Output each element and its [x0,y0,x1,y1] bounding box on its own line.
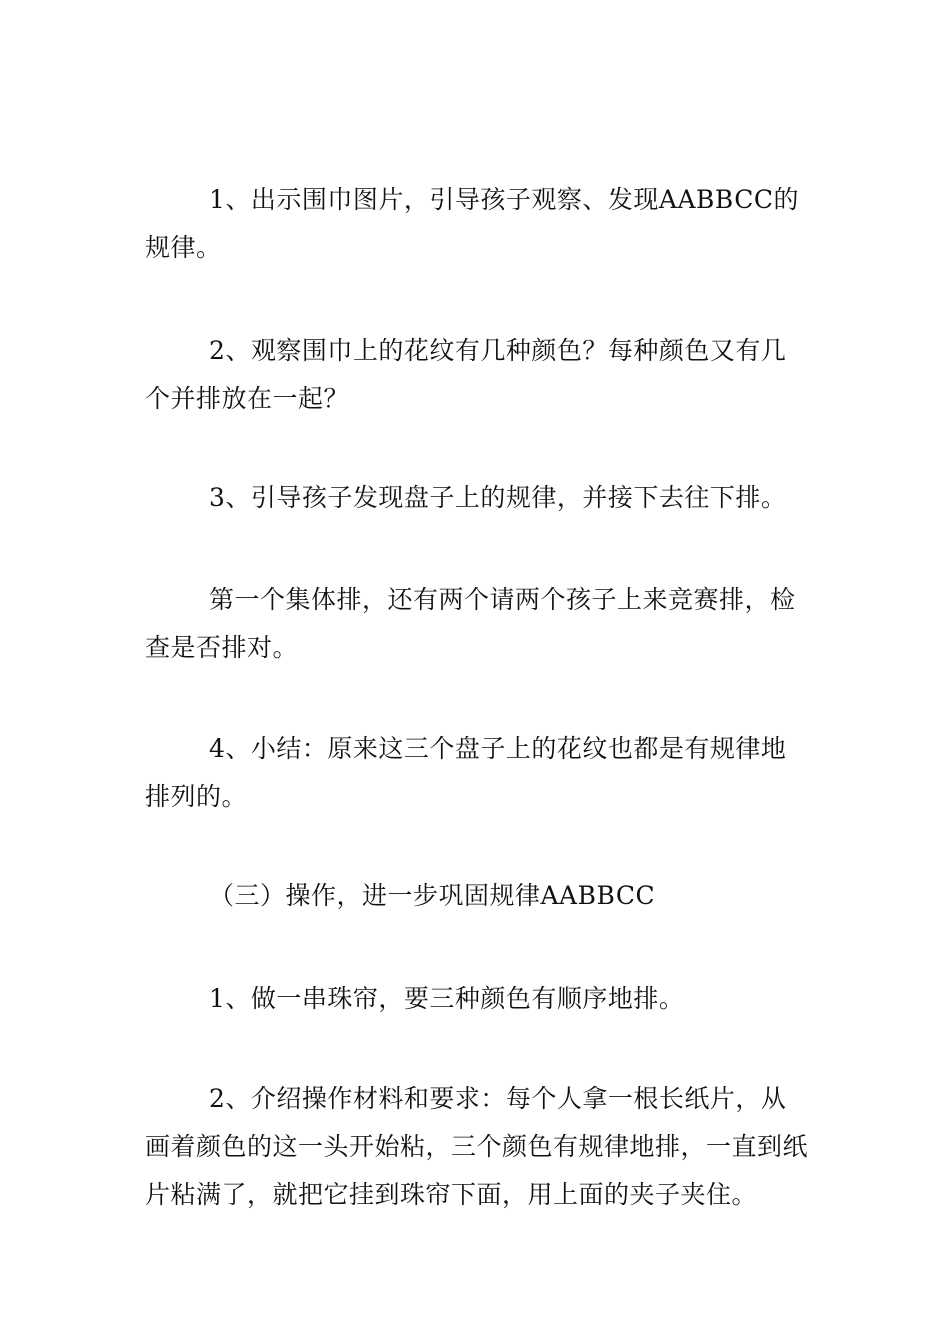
paragraph-step-1-scarf: 1、出示围巾图片，引导孩子观察、发现AABBCC的规律。 [145,185,799,262]
paragraph-step-2-observe-colors: 2、观察围巾上的花纹有几种颜色？每种颜色又有几个并排放在一起？ [145,336,787,413]
paragraph-step-4-summary: 4、小结：原来这三个盘子上的花纹也都是有规律地排列的。 [145,734,787,811]
paragraph-step-3-plates: 3、引导孩子发现盘子上的规律，并接下去往下排。 [209,483,787,512]
paragraph-operation-step-1: 1、做一串珠帘，要三种颜色有顺序地排。 [209,984,685,1013]
paragraph-group-arrange: 第一个集体排，还有两个请两个孩子上来竞赛排，检查是否排对。 [145,585,796,662]
paragraph-operation-step-2: 2、介绍操作材料和要求：每个人拿一根长纸片，从画着颜色的这一头开始粘，三个颜色有规律地排，一直到纸片粘满了，就把它挂到珠帘下面，用上面的夹子夹住。 [145,1084,809,1209]
section-heading-operation: （三）操作，进一步巩固规律AABBCC [209,881,656,910]
